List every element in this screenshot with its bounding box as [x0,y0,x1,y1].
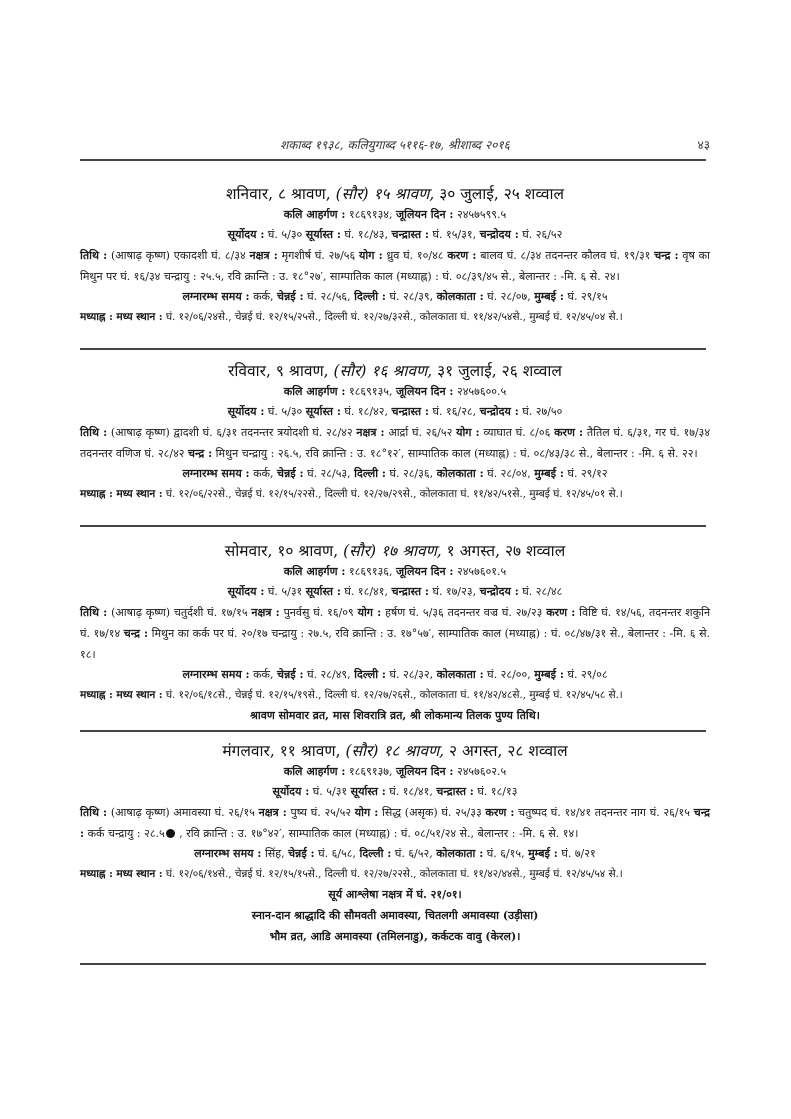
kali-line [80,205,710,225]
sunset-label: सूर्यास्त : [305,405,341,418]
sunrise-label: सूर्योदय : [227,585,265,598]
sunrise-value: घं. ५/३१ [267,585,303,598]
yoga-label: योग : [357,606,382,619]
day-section [80,740,710,947]
moonset-label: चन्द्रास्त : [391,228,429,241]
karana-label: करण : [546,606,576,619]
moonset-value: घं. १५/३१, [432,228,477,241]
day-title [80,360,710,382]
sunset-label: सूर्यास्त : [350,785,386,798]
yoga-value: ध्रुव घं. १०/४८ [386,249,444,262]
moonrise-value: घं. २६/५२ [522,228,563,241]
yoga-label: योग : [456,426,480,439]
julian-label: जूलियन दिन : [396,765,454,778]
day-title-date: सोमवार, १० श्रावण, [224,542,339,560]
julian-value: २४५७५९९.५ [456,208,507,221]
kali-value: १८६९१३७, [348,765,393,778]
moonset-value: घं. १८/१३ [477,785,518,798]
day-title-greg: ३० जुलाई, २५ शव्वाल [439,185,565,203]
moonrise-value: घं. २७/५० [522,405,563,418]
tithi-label: तिथि : [80,606,108,619]
moonset-value: घं. १७/२३, [432,585,477,598]
tithi-value: (आषाढ़ कृष्ण) अमावस्या घं. २६/१५ [110,806,255,819]
day-title-saur: (सौर) १७ श्रावण, [343,542,442,560]
kolkata-value: घं. २८/००, [487,668,531,681]
madhyahna-value: घं. १२/०६/१४से., चेन्नई घं. १२/१५/१५से., दिल्ली घं. १२/२७/२२से., कोलकाता घं. ११/४२/४४से., मुम्बई घं. १२/४५/५४ से.। [165,868,623,880]
sunrise-value: घं. ५/३१ [312,785,348,798]
sun-moon-line [80,225,710,245]
chennai-value: घं. ६/५८, [318,847,356,860]
chennai-label: चेन्नई : [277,467,304,480]
moonset-label: चन्द्रास्त : [391,405,429,418]
moonrise-label: चन्द्रोदय : [479,228,519,241]
day-title-date: शनिवार, ८ श्रावण, [225,185,331,203]
day-title-greg: ३१ जुलाई, २६ शव्वाल [437,362,562,380]
day-title-date: रविवार, ९ श्रावण, [228,362,329,380]
kali-line [80,762,710,782]
chandra-label: चन्द्र : [123,627,149,640]
yoga-value: व्याघात घं. ८/०६ [483,426,551,439]
lagna-label: लग्नारम्भ समय : [182,290,250,303]
julian-label: जूलियन दिन : [396,208,454,221]
julian-label: जूलियन दिन : [396,565,454,578]
day-title-saur: (सौर) १६ श्रावण, [333,362,433,380]
mumbai-value: घं. २९/१५ [567,290,608,303]
chandra-rest: चन्द्रायु : २७.५, रवि क्रान्ति : उ. १७°५७′, साम्पातिक काल (मध्याह्न) : घं. ०८/४७/३१ से., बेलान्तर : -मि. ६ से. १८। [80,627,711,661]
festival-note: स्नान-दान श्राद्धादि की सौमवती अमावस्या, चितलगी अमावस्या (उड़ीसा) [251,909,539,922]
panchang-paragraph [80,802,710,844]
kali-value: १८६९१३४, [348,208,393,221]
chennai-value: घं. २८/४९, [307,668,351,681]
sunrise-value: घं. ५/३० [267,228,303,241]
kali-label: कलि आहर्गण : [283,765,346,778]
chandrayu-value: चन्द्रायु : २८.५ [107,827,165,840]
day-title [80,740,710,762]
sunset-label: सूर्यास्त : [305,228,341,241]
festival-note: भौम व्रत, आडि अमावस्या (तमिलनाडु), कर्कटक वावु (केरल)। [269,930,521,943]
day-title-greg: १ अगस्त, २७ शव्वाल [446,542,566,560]
chandra-label: चन्द्र : [80,806,710,840]
panchang-paragraph [80,602,710,665]
chennai-label: चेन्नई : [277,290,304,303]
delhi-label: दिल्ली : [354,668,386,681]
nakshatra-label: नक्षत्र : [251,606,280,619]
yoga-label: योग : [354,806,379,819]
moonrise-label: चन्द्रोदय : [479,585,519,598]
moonset-label: चन्द्रास्त : [436,785,474,798]
karana-value: चतुष्पद घं. १४/४१ तदनन्तर नाग घं. २६/१५ [518,806,690,819]
karana-label: करण : [485,806,515,819]
nakshatra-label: नक्षत्र : [356,426,385,439]
madhyahna-value: घं. १२/०६/१८से., चेन्नई घं. १२/१५/१९से., दिल्ली घं. १२/२७/२६से., कोलकाता घं. ११/४२/४८से., मुम्बई घं. १२/४५/५८ से.। [165,689,623,701]
madhyahna-line [80,685,710,705]
sunset-value: घं. १८/४१, [389,785,433,798]
lagna-value: कर्क, [253,290,274,303]
madhyahna-value: घं. १२/०६/२४से., चेन्नई घं. १२/१५/२५से., दिल्ली घं. १२/२७/३२से., कोलकाता घं. ११/४२/५४से., मुम्बई घं. १२/४५/०४ से.। [165,311,623,323]
lagna-line [80,844,710,864]
madhyahna-label: मध्याह्न : मध्य स्थान : [80,689,163,701]
chennai-label: चेन्नई : [277,668,304,681]
tithi-label: तिथि : [80,806,108,819]
tithi-label: तिथि : [80,249,108,262]
yoga-value: सिद्ध (असृक) घं. २५/३३ [382,806,482,819]
section-divider [80,963,706,965]
kali-line [80,382,710,402]
madhyahna-label: मध्याह्न : मध्य स्थान : [80,311,163,323]
delhi-label: दिल्ली : [354,290,386,303]
mumbai-label: मुम्बई : [528,847,558,860]
lagna-line [80,464,710,484]
sun-moon-line [80,782,710,802]
lagna-value: सिंह, [264,847,285,860]
day-title-saur: (सौर) १५ श्रावण, [335,185,435,203]
chennai-value: घं. २८/५३, [307,467,351,480]
kali-label: कलि आहर्गण : [283,385,346,398]
madhyahna-label: मध्याह्न : मध्य स्थान : [80,868,163,880]
sunset-value: घं. १८/४१, [344,585,388,598]
delhi-value: घं. ६/५२, [394,847,433,860]
sun-moon-line [80,582,710,602]
nakshatra-label: नक्षत्र : [249,249,278,262]
kali-label: कलि आहर्गण : [283,565,346,578]
mumbai-label: मुम्बई : [534,290,564,303]
festival-note: सूर्य आश्लेषा नक्षत्र में घं. २१/०१। [328,888,462,901]
lagna-value: कर्क, [253,467,274,480]
kolkata-label: कोलकाता : [436,668,484,681]
chennai-label: चेन्नई : [288,847,315,860]
sunrise-label: सूर्योदय : [272,785,310,798]
madhyahna-line [80,484,710,504]
chandra-value: कर्क [87,827,105,840]
chandra-value: मिथुन [215,447,239,460]
madhyahna-label: मध्याह्न : मध्य स्थान : [80,488,163,500]
julian-value: २४५७६००.५ [456,385,507,398]
kolkata-value: घं. २८/०४, [487,467,531,480]
mumbai-value: घं. २९/१२ [567,467,608,480]
section-divider [80,730,706,732]
tithi-value: (आषाढ़ कृष्ण) एकादशी घं. ८/३४ [110,249,246,262]
kolkata-value: घं. २८/०७, [487,290,531,303]
julian-value: २४५७६०१.५ [456,565,507,578]
sunrise-value: घं. ५/३० [267,405,303,418]
delhi-value: घं. २८/३९, [389,290,434,303]
lagna-label: लग्नारम्भ समय : [194,847,262,860]
madhyahna-line [80,864,710,884]
moonrise-value: घं. २८/४८ [522,585,563,598]
section-divider [80,348,706,350]
day-title-date: मंगलवार, ११ श्रावण, [222,742,341,760]
lagna-value: कर्क, [253,668,274,681]
karana-label: करण : [447,249,477,262]
kolkata-label: कोलकाता : [436,847,484,860]
mumbai-value: घं. ७/२१ [561,847,596,860]
yoga-value: हर्षण घं. ५/३६ तदनन्तर वज्र घं. २७/२३ [385,606,543,619]
sun-moon-line [80,402,710,422]
panchang-paragraph [80,245,710,287]
karana-label: करण : [554,426,584,439]
yoga-label: योग : [359,249,383,262]
karana-value: तैतिल घं. ६/३१, गर घं. १७/३४ तदनन्तर वणिज घं. २८/४२ [80,426,711,460]
day-title-greg: २ अगस्त, २८ शव्वाल [449,742,568,760]
lagna-label: लग्नारम्भ समय : [182,467,250,480]
nakshatra-label: नक्षत्र : [258,806,287,819]
page-header [80,136,710,156]
chandra-value: वृष का मिथुन पर घं. १६/३४ [80,249,710,283]
tithi-label: तिथि : [80,426,108,439]
julian-value: २४५७६०२.५ [456,765,507,778]
kolkata-label: कोलकाता : [436,290,484,303]
chandra-rest: चन्द्रायु : २५.५, रवि क्रान्ति : उ. १८°२७′, साम्पातिक काल (मध्याह्न) : घं. ०८/३९/४५ से., बेलान्तर : -मि. ६ से. २४। [163,270,620,283]
kolkata-value: घं. ६/१५, [486,847,525,860]
new-moon-icon [166,829,175,838]
sunset-value: घं. १८/४२, [344,405,388,418]
day-title-saur: (सौर) १८ श्रावण, [345,742,445,760]
madhyahna-line [80,307,710,327]
kali-label: कलि आहर्गण : [283,208,346,221]
mumbai-value: घं. २९/०८ [567,668,608,681]
day-title [80,540,710,562]
kali-value: १८६९१३६, [348,565,393,578]
delhi-value: घं. २८/३६, [389,467,434,480]
mumbai-label: मुम्बई : [534,467,564,480]
nakshatra-value: पुनर्वसु घं. १६/०९ [283,606,354,619]
panchang-paragraph [80,422,710,464]
lagna-line [80,665,710,685]
tithi-value: (आषाढ़ कृष्ण) चतुर्दशी घं. १७/१५ [111,606,248,619]
kali-line [80,562,710,582]
day-section [80,183,710,327]
kali-value: १८६९१३५, [348,385,393,398]
running-head: शकाब्द १९३८, कलियुगाब्द ५११६-१७, श्रीशाब्द २०१६ [280,138,510,152]
julian-label: जूलियन दिन : [396,385,454,398]
mumbai-label: मुम्बई : [534,668,564,681]
sunset-value: घं. १८/४३, [344,228,388,241]
chandra-label: चन्द्र : [188,447,213,460]
sunrise-label: सूर्योदय : [227,228,265,241]
sunrise-label: सूर्योदय : [227,405,265,418]
karana-value: बालव घं. ८/३४ तदनन्तर कौलव घं. १९/३१ [480,249,651,262]
moonset-label: चन्द्रास्त : [391,585,429,598]
section-divider [80,525,706,527]
chandra-label: चन्द्र : [654,249,679,262]
header-rule [80,159,706,161]
nakshatra-value: मृगशीर्ष घं. २७/५६ [281,249,356,262]
delhi-label: दिल्ली : [354,467,386,480]
sunset-label: सूर्यास्त : [305,585,341,598]
chennai-value: घं. २८/५६, [307,290,351,303]
lagna-line [80,287,710,307]
nakshatra-value: पुष्य घं. २५/५२ [290,806,352,819]
page-number: ४३ [697,138,710,152]
chandra-value: मिथुन का कर्क पर घं. २०/१७ [151,627,268,640]
chandra-rest: , रवि क्रान्ति : उ. १७°४२′, साम्पातिक काल (मध्याह्न) : घं. ०८/५१/२४ से., बेलान्तर : -मि. ६ से. १४। [179,827,579,840]
delhi-label: दिल्ली : [359,847,392,860]
day-section [80,540,710,726]
karana-value: विष्टि घं. १४/५६, तदनन्तर शकुनि घं. १७/१४ [80,606,711,640]
delhi-value: घं. २८/३२, [389,668,434,681]
madhyahna-value: घं. १२/०६/२२से., चेन्नई घं. १२/१५/२२से., दिल्ली घं. १२/२७/२९से., कोलकाता घं. ११/४२/५१से., मुम्बई घं. १२/४५/०१ से.। [165,488,623,500]
day-title [80,183,710,205]
moonrise-label: चन्द्रोदय : [479,405,519,418]
chandra-rest: चन्द्रायु : २६.५, रवि क्रान्ति : उ. १८°१२′, साम्पातिक काल (मध्याह्न) : घं. ०८/४३/३८ से., बेलान्तर : -मि. ६ से. २२। [241,447,698,460]
day-section [80,360,710,504]
tithi-value: (आषाढ़ कृष्ण) द्वादशी घं. ६/३१ तदनन्तर त्रयोदशी घं. २८/४२ [110,426,353,439]
lagna-label: लग्नारम्भ समय : [182,668,250,681]
nakshatra-value: आर्द्रा घं. २६/५२ [388,426,453,439]
festival-note: श्रावण सोमवार व्रत, मास शिवरात्रि व्रत, श्री लोकमान्य तिलक पुण्य तिथि। [250,709,540,722]
kolkata-label: कोलकाता : [436,467,484,480]
moonset-value: घं. १६/२८, [432,405,477,418]
